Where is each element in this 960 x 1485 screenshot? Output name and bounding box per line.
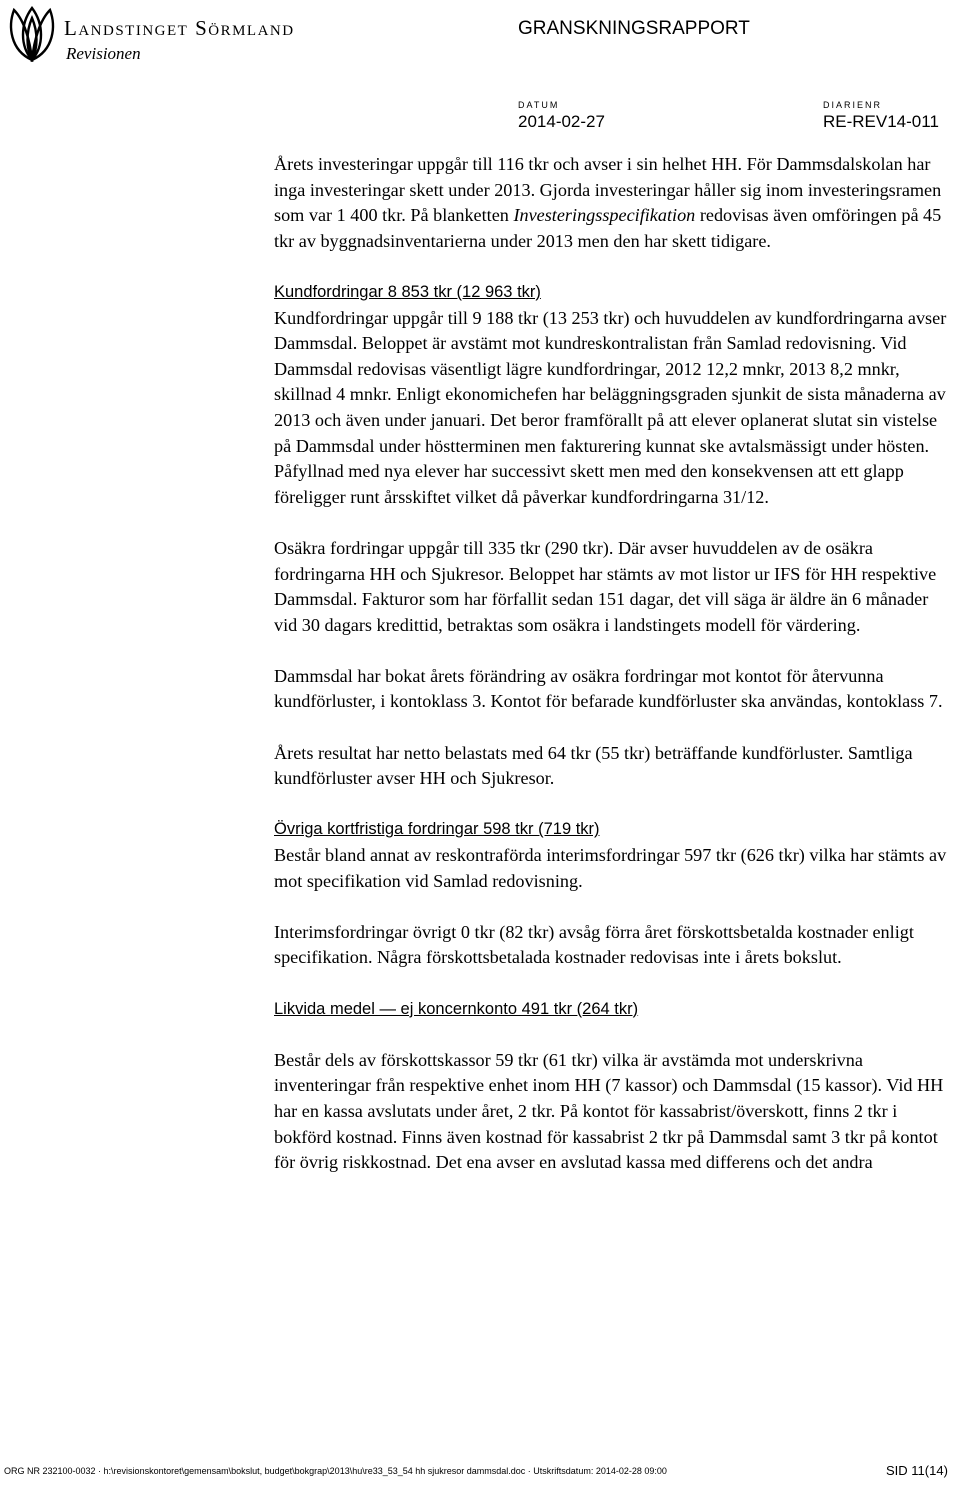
paragraph-dammsdal-booking: Dammsdal har bokat årets förändring av osäkra fordringar mot kontot för återvunna kundförluster, i kontoklass 3. Kontot för befarade kundförluster ska användas, kontoklass 7. (274, 665, 943, 712)
paragraph-arets-resultat: Årets resultat har netto belastats med 64 tkr (55 tkr) beträffande kundförluster. Samtliga kundförluster avser HH och Sjukresor. (274, 742, 913, 789)
paragraph-osakra-fordringar: Osäkra fordringar uppgår till 335 tkr (290 tkr). Där avser huvuddelen av de osäkra fordringarna HH och Sjukresor. Beloppet har stämts av mot listor ur IFS för HH respektive Dammsdal. Fakturor som har förfallit sedan 151 dagar, det vill säga är äldre än 6 månader vid 30 dagars kredittid, betraktas som osäkra i landstingets modell för värdering. (274, 537, 937, 635)
paragraph-investments (274, 152, 950, 254)
heading-kundfordringar: Kundfordringar 8 853 tkr (12 963 tkr) (274, 282, 541, 301)
document-type: GRANSKNINGSRAPPORT (518, 18, 750, 39)
paragraph-ovriga-fordringar: Består bland annat av reskontraförda interimsfordringar 597 tkr (626 tkr) vilka har stämts av mot specifikation vid Samlad redovisning. (274, 845, 947, 891)
heading-likvida-medel: Likvida medel — ej koncernkonto 491 tkr (264 tkr) (274, 999, 639, 1018)
paragraph-investments-italic: Investeringsspecifikation (513, 205, 696, 226)
paragraph-kundfordringar: Kundfordringar uppgår till 9 188 tkr (13 253 tkr) och huvuddelen av kundfordringarna avser Dammsdal. Beloppet är avstämt mot kundreskontralistan från Samlad redovisning. Vid Dammsdal redovisas väsentligt lägre kundfordringar, 2012 12,2 mnkr, 2013 8,2 mnkr, skillnad 4 mnkr. Enligt ekonomichefen har beläggningsgraden sjunkit de sista månaderna av 2013 och även under januari. Det beror framförallt på att elever oplanerat slutat sin vistelse på Dammsdal under höstterminen men fakturering kunnat ske avtalsmässigt under hösten. Påfyllnad med nya elever har successivt skett men med den konsekvensen att ett glapp föreligger runt årsskiftet vilket då påverkar kundfordringarna 31/12. (274, 307, 947, 507)
diarie-value: RE-REV14-011 (823, 112, 939, 131)
landsting-leaf-logo-icon (6, 6, 58, 62)
paragraph-forskottskassor: Består dels av förskottskassor 59 tkr (61 tkr) vilka är avstämda mot underskrivna inventeringar från respektive enhet inom HH (7 kassor) och Dammsdal (15 kassor). Vid HH har en kassa avslutats under året, 2 tkr. På kontot för kassabrist/överskott, finns 2 tkr i bokförd kostnad. Finns även kostnad för kassabrist 2 tkr på Dammsdal samt 3 tkr på kontot för övrig riskkostnad. Det ena avser en avslutad kassa med differens och det andra (274, 1049, 944, 1173)
heading-likvida-medel-wrap (274, 997, 950, 1023)
footer-page-number: SID 11(14) (886, 1463, 948, 1478)
paragraph-investments-text-a: Årets investeringar uppgår till 116 tkr och avser i sin helhet HH. För Dammsdalskolan har inga investeringar skett under 2013. Gjorda investeringar håller sig inom investeringsramen som var 1 400 tkr. På blanketten (274, 154, 942, 226)
heading-ovriga-fordringar: Övriga kortfristiga fordringar 598 tkr (719 tkr) (274, 820, 600, 839)
org-name: Landstinget Sörmland (64, 16, 295, 40)
org-subtitle: Revisionen (66, 44, 141, 63)
report-body (274, 152, 950, 1176)
paragraph-interimsfordringar: Interimsfordringar övrigt 0 tkr (82 tkr) avsåg förra året förskottsbetalda kostnader enligt specifikation. Några förskottsbetalada kostnader redovisas inte i årets bokslut. (274, 921, 914, 968)
diarie-label: DIARIENR (823, 100, 883, 110)
date-value: 2014-02-27 (518, 112, 605, 131)
section-kundfordringar (274, 280, 950, 510)
paragraph-investments-text-b: redovisas även omföringen på 45 tkr av byggnadsinventarierna under 2013 men den har skett tidigare. (274, 205, 942, 251)
footer-document-info: ORG NR 232100-0032 · h:\revisionskontoret\gemensam\bokslut, budget\bokgrap\2013\hu\re33_53_54 hh sjukresor dammsdal.doc · Utskriftsdatum: 2014-02-28 09:00 (4, 1466, 667, 1476)
section-ovriga-fordringar (274, 817, 950, 894)
date-label: DATUM (518, 100, 560, 110)
